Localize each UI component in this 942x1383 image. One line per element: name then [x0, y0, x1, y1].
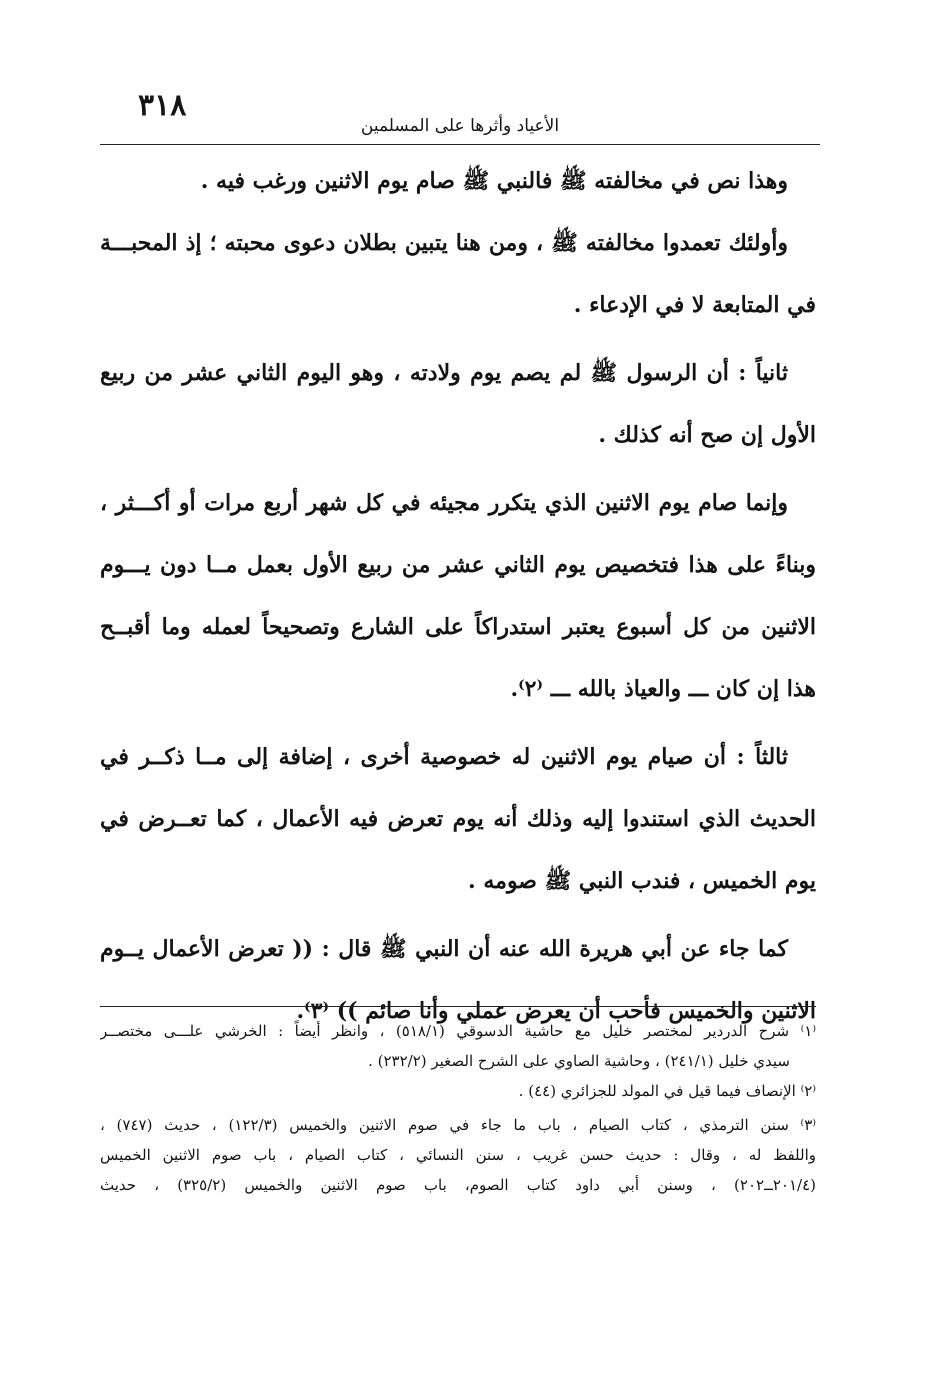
page-number: ٣١٨	[138, 88, 187, 123]
text-line: هذا إن كان ـــ والعياذ بالله ـــ ⁽٢⁾.	[510, 676, 816, 702]
text-line: الأول إن صح أنه كذلك .	[598, 422, 816, 448]
footnote-line: ⁽١⁾ شرح الدردير لمختصر خليل مع حاشية الدسوقي (٥١٨/١) ، وانظر أيضاً : الخرشي علـــى مختصــر	[100, 1022, 816, 1040]
text-line: في المتابعة لا في الإدعاء .	[573, 292, 816, 318]
text-line: وبناءً على هذا فتخصيص يوم الثاني عشر من ربيع الأول بعمل مــا دون يـــوم	[100, 552, 816, 578]
text-line: وهذا نص في مخالفته ﷺ فالنبي ﷺ صام يوم الاثنين ورغب فيه .	[200, 168, 788, 194]
footnote-line: واللفظ له ، وقال : حديث حسن غريب ، سنن النسائي ، كتاب الصيام ، باب صوم الاثنين الخميس	[100, 1146, 816, 1164]
text-line: وإنما صام يوم الاثنين الذي يتكرر مجيئه في كل شهر أربع مرات أو أكـــثر ،	[100, 490, 788, 516]
text-line: ثانياً : أن الرسول ﷺ لم يصم يوم ولادته ، وهو اليوم الثاني عشر من ربيع	[100, 360, 788, 386]
text-line: الحديث الذي استندوا إليه وذلك أنه يوم تعرض فيه الأعمال ، كما تعــرض في	[100, 806, 816, 832]
text-line: يوم الخميس ، فندب النبي ﷺ صومه .	[468, 868, 816, 894]
text-line: كما جاء عن أبي هريرة الله عنه أن النبي ﷺ قال : (( تعرض الأعمال يــوم	[100, 936, 788, 962]
footnote-line: (٢٠١/٤ــ٢٠٢) ، وسنن أبي داود كتاب الصوم، باب صوم الاثنين والخميس (٣٢٥/٢) ، حديث	[100, 1176, 816, 1194]
text-line: وأولئك تعمدوا مخالفته ﷺ ، ومن هنا يتبين بطلان دعوى محبته ؛ إذ المحبـــة	[100, 230, 788, 256]
footnote-line: سيدي خليل (٢٤١/١) ، وحاشية الصاوي على الشرح الصغير (٢٣٢/٢) .	[368, 1052, 790, 1070]
footnote-line: ⁽٣⁾ سنن الترمذي ، كتاب الصيام ، باب ما جاء في صوم الاثنين والخميس (١٢٢/٣) ، حديث (٧٤٧) ،	[100, 1116, 816, 1134]
page-header	[100, 88, 820, 148]
footnote-divider	[100, 1006, 816, 1007]
text-line: الاثنين من كل أسبوع يعتبر استدراكاً على الشارع وتصحيحاً لعمله وما أقبــح	[100, 614, 816, 640]
text-line: الاثنين والخميس فأحب أن يعرض عملي وأنا صائم )) ⁽٣⁾.	[296, 998, 816, 1024]
footnote-line: ⁽٢⁾ الإنصاف فيما قيل في المولد للجزائري (٤٤) .	[518, 1082, 816, 1100]
main-text	[100, 150, 816, 1042]
running-title: الأعياد وأثرها على المسلمين	[360, 116, 560, 136]
header-divider	[100, 144, 820, 145]
text-line: ثالثاً : أن صيام يوم الاثنين له خصوصية أخرى ، إضافة إلى مــا ذكــر في	[100, 744, 788, 770]
footnotes	[100, 1016, 816, 1200]
